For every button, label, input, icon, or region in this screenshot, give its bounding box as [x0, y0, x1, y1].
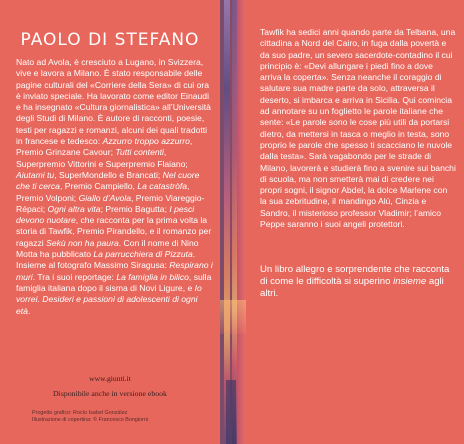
text-run: , Premio Campiello,: [59, 181, 138, 192]
graphic-design-credit: Progetto grafico: Rocío Isabel González: [32, 410, 128, 416]
text-run: , Premio Viareggio-Répaci;: [16, 192, 205, 214]
spine-stripe: [232, 0, 237, 444]
book-title-text: Sekù non ha paura: [46, 237, 119, 248]
book-title-text: La catastròfa: [137, 181, 188, 192]
spine-shadow: [226, 380, 236, 444]
book-title-text: insieme: [393, 276, 427, 288]
book-title-text: I pesci devono nuotare: [16, 203, 195, 226]
text-run: , Superpremio Vittorini e Superpremio Flaiano;: [16, 147, 188, 169]
text-run: Un libro allegro e sorprendente che racconta di come le difficoltà si superino: [260, 264, 450, 288]
text-run: , Premio Grinzane Cavour;: [16, 136, 193, 158]
author-name: PAOLO DI STEFANO: [20, 30, 200, 50]
ebook-availability-note: Disponibile anche in versione ebook: [53, 389, 167, 398]
design-credits: [32, 410, 212, 424]
book-title-text: Giallo d’Avola: [78, 192, 131, 203]
text-run: , sulla famiglia italiana dopo il sisma di Novi Ligure, e: [16, 271, 212, 293]
text-run: , Premio Volponi;: [16, 181, 190, 203]
text-run: . Insieme al fotografo Massimo Siragusa:: [16, 249, 196, 271]
book-title-text: Aiutami tu: [16, 169, 55, 180]
book-title-text: Tutti contenti: [115, 147, 164, 158]
publisher-website: www.giunti.it: [89, 374, 131, 383]
right-flap: [246, 0, 464, 444]
book-title-text: La famiglia in bilico: [116, 271, 189, 282]
book-title-text: Io vorrei. Desideri e passioni di adolescenti di ogni età: [16, 282, 202, 316]
spine-stripe: [224, 0, 230, 444]
author-bio: [16, 57, 214, 317]
text-run: .: [27, 305, 31, 316]
left-flap: [0, 0, 220, 444]
book-tagline: [260, 264, 456, 301]
book-title-text: Nel cuore che ti cerca: [16, 169, 200, 192]
book-title-text: La parrucchiera di Pizzuta: [93, 249, 193, 260]
text-run: ; Premio Bagutta;: [100, 203, 170, 214]
spine-highlight: [220, 300, 246, 334]
book-title-text: Ogni altra vita: [47, 203, 101, 214]
book-synopsis: Tawfik ha sedici anni quando parte da Telbana, una cittadina a Nord del Cairo, in fuga dalla povertà e da suo padre, un severo sacerdote-contadino il cui principio è: «Devi allungare i piedi fino a dove arriva la coperta». Senza neanche il coraggio di salutare sua madre parte da solo, attraversa il deserto, si imbarca e arriva in Sicilia. Qui comincia ad annotare su un foglietto le parole italiane che sente: «Le parole sono le cose più utili da portarsi dietro, da mettersi in tasca o meglio in testa, sono proprio le parole che spesso ti scacciano le nuvole dalla testa». Sarà vagabondo per le strade di Milano, lavorerà e studierà fino a svenire sui banchi di scuola, ma non smetterà mai di credere nei propri sogni, il signor Abdel, la dolce Marlene con la sua zebritudine, il mandingo Alù, Cinzia e Sandro, il misterioso professor Vladimir; l’amico Peppe saranno i suoi angeli protettori.: [260, 27, 456, 230]
book-title-text: Azzurro troppo azzurro: [102, 136, 190, 147]
text-run: . Con il nome di Nino Motta ha pubblicato: [16, 237, 199, 260]
text-run: , che racconta per la prima volta la storia di Tawfik, Premio Pirandello, e il romanzo per ragazzi: [16, 215, 212, 248]
text-run: . Tra i suoi reportage:: [32, 271, 117, 282]
book-spine-artwork: [220, 0, 246, 444]
book-title-text: Respirano i muri: [16, 260, 213, 282]
cover-illustration-credit: Illustrazione di copertina: © Francesco Bongiorni: [32, 417, 149, 424]
text-run: Nato ad Avola, è cresciuto a Lugano, in Svizzera, vive e lavora a Milano. È stato responsabile delle pagine culturali del «Corriere della Sera» di cui ora è inviato speciale. Ha lavorato come editor Einaudi e ha insegnato «Cultura giornalistica» all’Università degli Studi di Milano. È autore di racconti, poesie, testi per ragazzi e romanzi, alcuni dei quali tradotti in francese e tedesco:: [16, 57, 211, 147]
text-run: , SuperMondello e Brancati;: [54, 169, 163, 180]
text-run: agli altri.: [260, 276, 444, 300]
